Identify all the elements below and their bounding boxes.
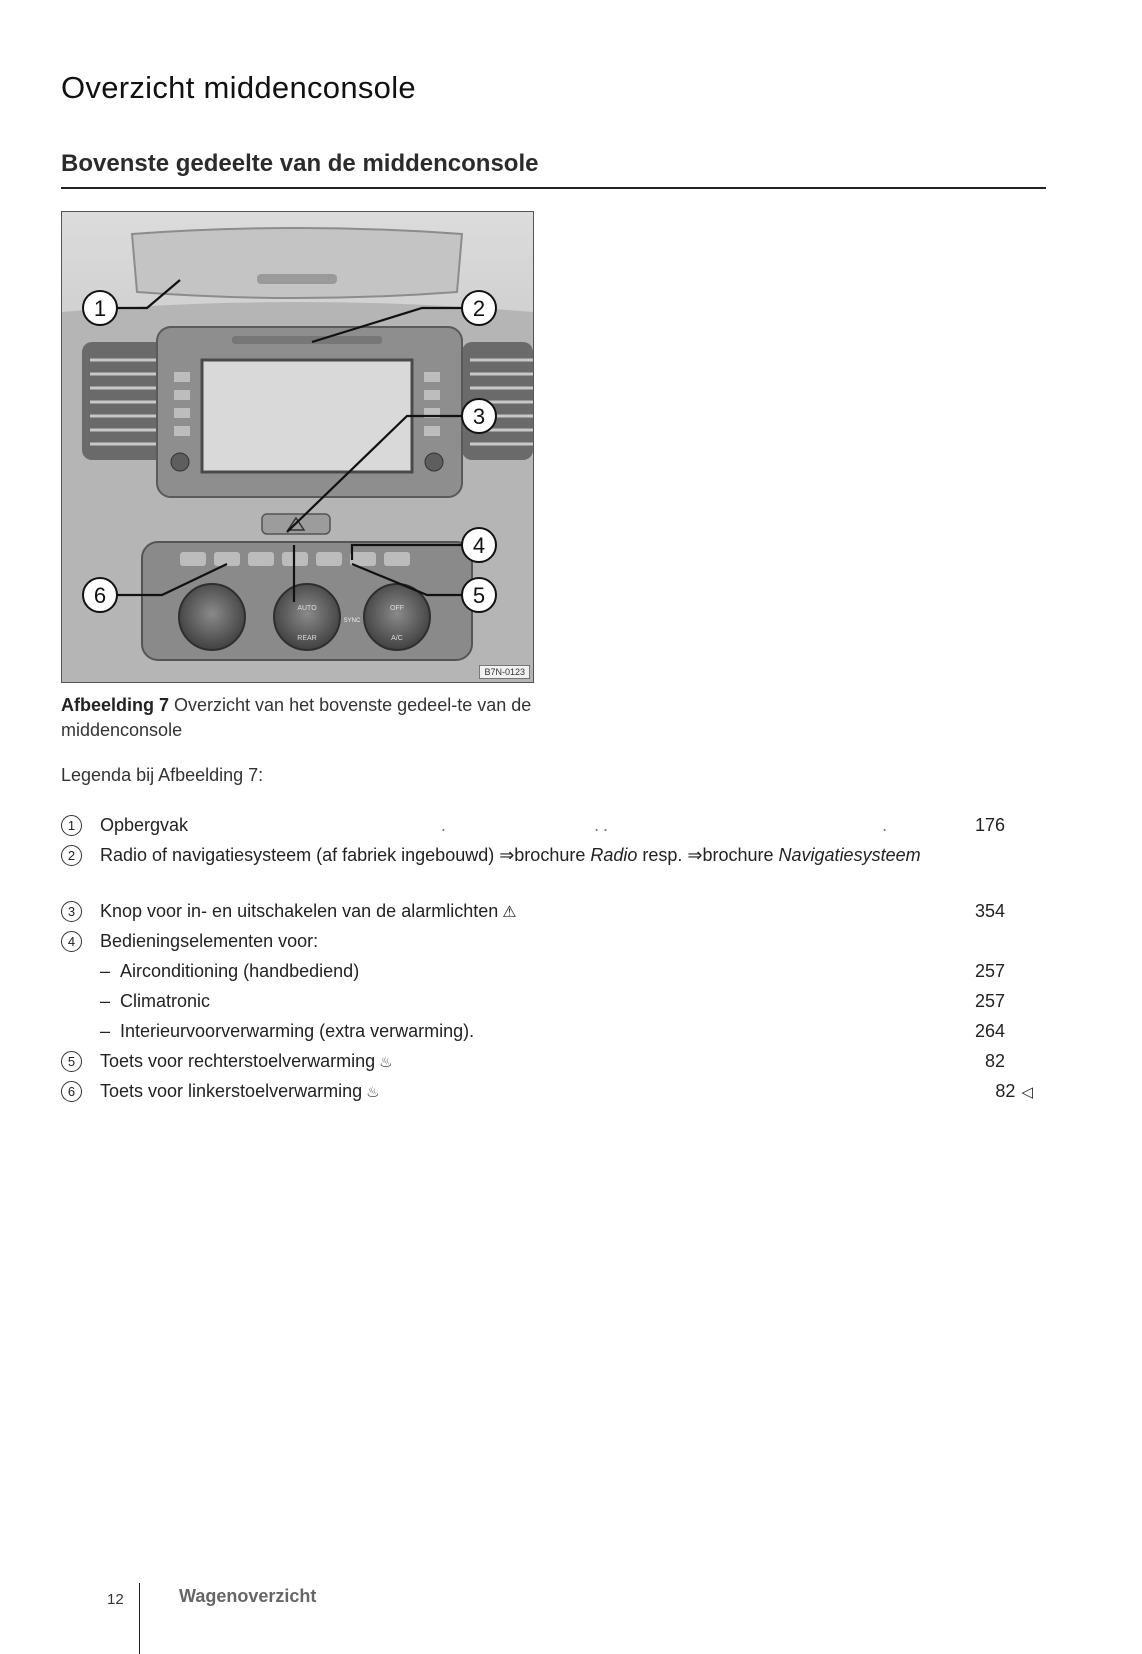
page-ref: 257 (974, 991, 1005, 1011)
sync-label: SYNC (343, 618, 361, 624)
caption-label: Afbeelding 7 (61, 695, 170, 715)
figure-code: B7N-0123 (479, 665, 530, 679)
footer-page-number: 12 (107, 1591, 124, 1608)
legend-subitem (61, 986, 1071, 1016)
legend-subitem (61, 1016, 1071, 1046)
seat-heating-left-icon: ♨ (366, 1084, 380, 1101)
left-temp-knob (179, 584, 245, 650)
legend-text: Toets voor rechterstoelverwarming ♨ (100, 1051, 393, 1071)
legend-list (61, 810, 1071, 1106)
callout-2-label: 2 (472, 296, 486, 321)
footer-divider (139, 1583, 140, 1654)
legend-item (61, 926, 1071, 956)
legend-text: – Climatronic (100, 991, 211, 1011)
legend-item (61, 810, 1071, 840)
legend-item (61, 840, 1071, 896)
legend-item (61, 1076, 1071, 1106)
callout-5-label: 5 (472, 583, 486, 608)
legend-number: 3 (61, 901, 82, 922)
storage-compartment (132, 228, 462, 298)
page-title: Overzicht middenconsole (61, 70, 416, 105)
legend-text: – Interieurvoorverwarming (extra verwarming). (100, 1021, 475, 1041)
legend-text: Toets voor linkerstoelverwarming ♨ (100, 1081, 380, 1101)
legend-number: 6 (61, 1081, 82, 1102)
section-title: Bovenste gedeelte van de middenconsole (61, 150, 539, 177)
rear-label: REAR (297, 635, 317, 642)
radio-screen (202, 360, 412, 472)
page-ref: 354 (974, 901, 1005, 921)
page-ref: 264 (974, 1021, 1005, 1041)
center-console-figure (61, 211, 534, 683)
callout-6-label: 6 (93, 583, 107, 608)
page-ref: 82 (984, 1051, 1005, 1071)
seat-heating-right-icon: ♨ (379, 1054, 393, 1071)
legend-number: 4 (61, 931, 82, 952)
legend-text: Opbergvak (100, 815, 189, 835)
callout-4-label: 4 (472, 533, 486, 558)
legend-text: Radio of navigatiesysteem (af fabriek ingebouwd) ⇒brochure Radio resp. ⇒brochure Navigatiesysteem (100, 845, 921, 865)
legend-intro: Legenda bij Afbeelding 7: (61, 765, 264, 785)
legend-number: 2 (61, 845, 82, 866)
footer-section-title: Wagenoverzicht (179, 1586, 317, 1606)
console-illustration (62, 212, 533, 682)
ac-label: A/C (391, 635, 403, 642)
legend-number: 1 (61, 815, 82, 836)
legend-text: – Airconditioning (handbediend) (100, 961, 360, 981)
page-ref: 257 (974, 961, 1005, 981)
page-ref: 176 (974, 815, 1005, 835)
legend-item (61, 1046, 1071, 1076)
callout-1-label: 1 (93, 296, 107, 321)
section-end-icon: ◁ (1021, 1084, 1033, 1101)
off-label: OFF (390, 605, 404, 612)
figure-caption (61, 693, 541, 743)
legend-subitem (61, 956, 1071, 986)
callout-3-label: 3 (472, 404, 486, 429)
auto-label: AUTO (297, 605, 317, 612)
caption-text: Overzicht van het bovenste gedeel-te van de middenconsole (61, 695, 532, 740)
page-ref: 82 ◁ (995, 1081, 1033, 1101)
legend-item (61, 896, 1071, 926)
legend-text: Knop voor in- en uitschakelen van de alarmlichten ⚠ (100, 901, 517, 921)
legend-number: 5 (61, 1051, 82, 1072)
legend-text: Bedieningselementen voor: (100, 931, 319, 951)
hazard-warning-icon: ⚠ (502, 904, 517, 921)
section-divider (61, 187, 1046, 189)
leader-dots: . .. . (441, 815, 892, 835)
